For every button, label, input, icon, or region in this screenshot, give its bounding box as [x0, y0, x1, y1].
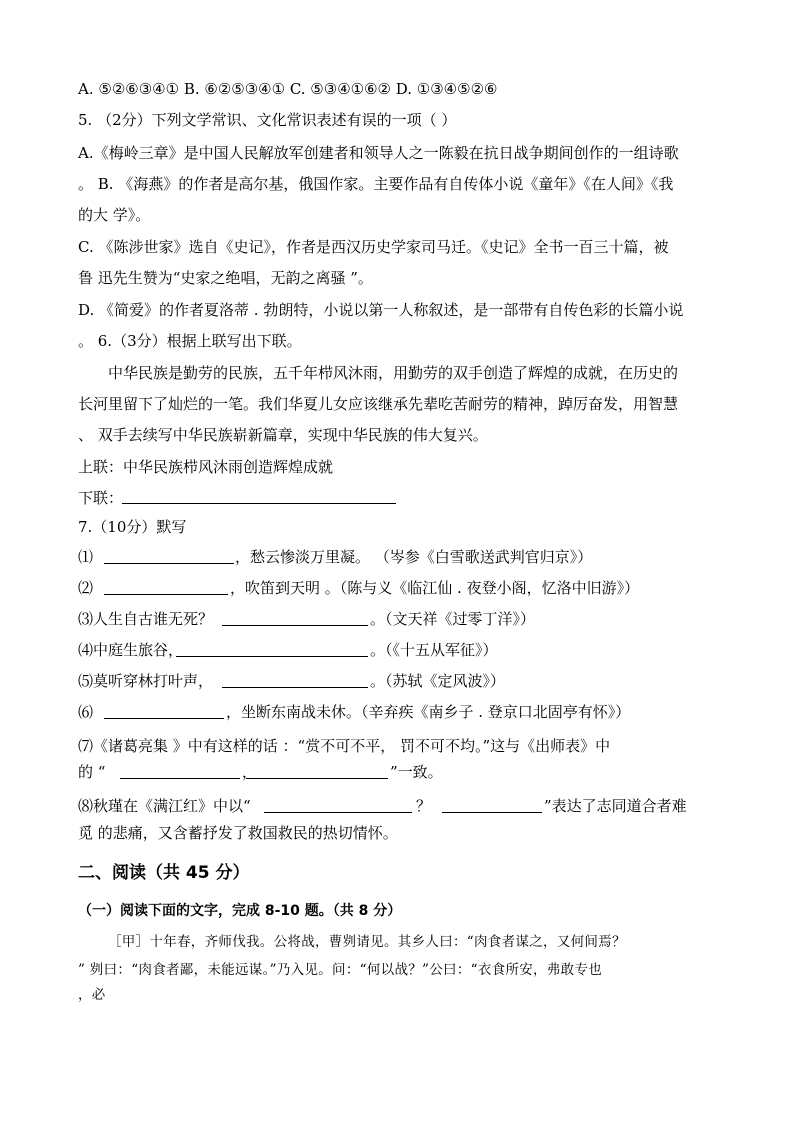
q7-item-1-blank[interactable] [104, 563, 234, 564]
q7-item-8-cont: 觅 的悲痛，又含蓄抒发了救国救民的热切情怀。 [78, 824, 398, 842]
q7-item-1-text: ，愁云惨淡万里凝。 （岑参《白雪歌送武判官归京》） [235, 548, 593, 566]
q7-item-7-text: ⑺《诸葛亮集 》中有这样的话 ：“赏不可不平， 罚不可不均。”这与《出师表》中 [78, 737, 611, 755]
q7-item-7-blank-2[interactable] [246, 778, 388, 779]
q7-item-4-text: ⑷中庭生旅谷， [78, 641, 184, 659]
classical-passage-2: ” 刿曰：“肉食者鄙，未能远谋。”乃入见。问：“何以战？”公曰：“衣食所安，弗敢专也 [78, 962, 603, 978]
classical-passage-1: ［甲］十年春，齐师伐我。公将战，曹刿请见。其乡人曰：“肉食者谋之，又何间焉？ [108, 934, 626, 950]
q5-option-b: 。 B. 《海燕》的作者是高尔基，俄国作家。主要作品有自传体小说《童年》《在人间》《我 [78, 175, 674, 193]
q7-item-4-source: 。（《十五从军征》） [370, 641, 498, 659]
q6-passage: 中华民族是勤劳的民族，五千年栉风沐雨，用勤劳的双手创造了辉煌的成就，在历史的 [108, 364, 679, 382]
upper-couplet: 上联：中华民族栉风沐雨创造辉煌成就 [78, 458, 334, 476]
question-6-stem: 。 6.（3分）根据上联写出下联。 [78, 332, 302, 350]
q7-item-6-num: ⑹ [78, 703, 94, 721]
q5-option-a: A.《梅岭三章》是中国人民解放军创建者和领导人之一陈毅在抗日战争期间创作的一组诗歌 [78, 144, 679, 162]
q7-item-8-suffix: ”表达了志同道合者难 [544, 797, 687, 815]
q7-item-8-question-mark: ？ [416, 797, 432, 815]
q7-item-5-text: ⑸莫听穿林打叶声， [78, 672, 214, 690]
q7-item-5-source: 。（苏轼《定风波》） [370, 672, 506, 690]
q6-passage-2: 长河里留下了灿烂的一笔。我们华夏儿女应该继承先辈吃苦耐劳的精神，踔厉奋发，用智慧 [78, 395, 679, 413]
question-5-stem: 5. （2分）下列文学常识、文化常识表述有误的一项（ ） [78, 111, 457, 129]
q7-item-5-blank[interactable] [222, 687, 368, 688]
q7-item-3-text: ⑶人生自古谁无死？ [78, 610, 214, 628]
q5-option-d: D. 《简爱》的作者夏洛蒂 . 勃朗特，小说以第一人称叙述，是一部带有自传色彩的长篇小说 [78, 301, 684, 319]
subsection-1-heading: （一）阅读下面的文字，完成 8-10 题。（共 8 分） [78, 903, 402, 919]
question-7-stem: 7.（10分）默写 [78, 518, 187, 536]
q7-item-3-blank[interactable] [222, 625, 368, 626]
q7-item-7-prefix: 的 “ [78, 763, 106, 781]
q7-item-7-suffix: ”一致。 [390, 763, 443, 781]
q7-item-2-num: ⑵ [78, 579, 94, 597]
q5-option-b-cont: 的大 学》。 [78, 206, 151, 224]
q5-option-c-cont: 鲁 迅先生赞为“史家之绝唱，无韵之离骚 ”。 [78, 269, 373, 287]
q7-item-2-text: ，吹笛到天明 。（陈与义《临江仙 . 夜登小阁，忆洛中旧游》） [230, 579, 640, 597]
q7-item-7-comma: ， [242, 763, 258, 781]
q7-item-8-text: ⑻秋瑾在《满江红》中以“ [78, 797, 251, 815]
lower-couplet-label: 下联： [78, 489, 124, 507]
q7-item-8-blank-1[interactable] [264, 812, 412, 813]
q5-option-c: C. 《陈涉世家》选自《史记》，作者是西汉历史学家司马迁。《史记》全书一百三十篇，被 [78, 238, 669, 256]
q7-item-4-blank[interactable] [176, 656, 368, 657]
q7-item-6-text: ，坐断东南战未休。（辛弃疾《南乡子 . 登京口北固亭有怀》） [226, 703, 631, 721]
q6-passage-3: 、 双手去续写中华民族崭新篇章，实现中华民族的伟大复兴。 [78, 426, 488, 444]
q7-item-7-blank-1[interactable] [120, 778, 240, 779]
q7-item-3-source: 。（文天祥《过零丁洋》） [370, 610, 536, 628]
section-2-heading: 二、阅读（共 45 分） [78, 863, 250, 883]
q7-item-1-num: ⑴ [78, 548, 94, 566]
lower-couplet-blank[interactable] [122, 503, 396, 504]
q7-item-8-blank-2[interactable] [442, 812, 542, 813]
classical-passage-3: ，必 [78, 987, 106, 1003]
options-line: A. ⑤②⑥③④① B. ⑥②⑤③④① C. ⑤③④①⑥② D. ①③④⑤②⑥ [78, 80, 498, 98]
q7-item-6-blank[interactable] [104, 718, 224, 719]
q7-item-2-blank[interactable] [104, 594, 228, 595]
